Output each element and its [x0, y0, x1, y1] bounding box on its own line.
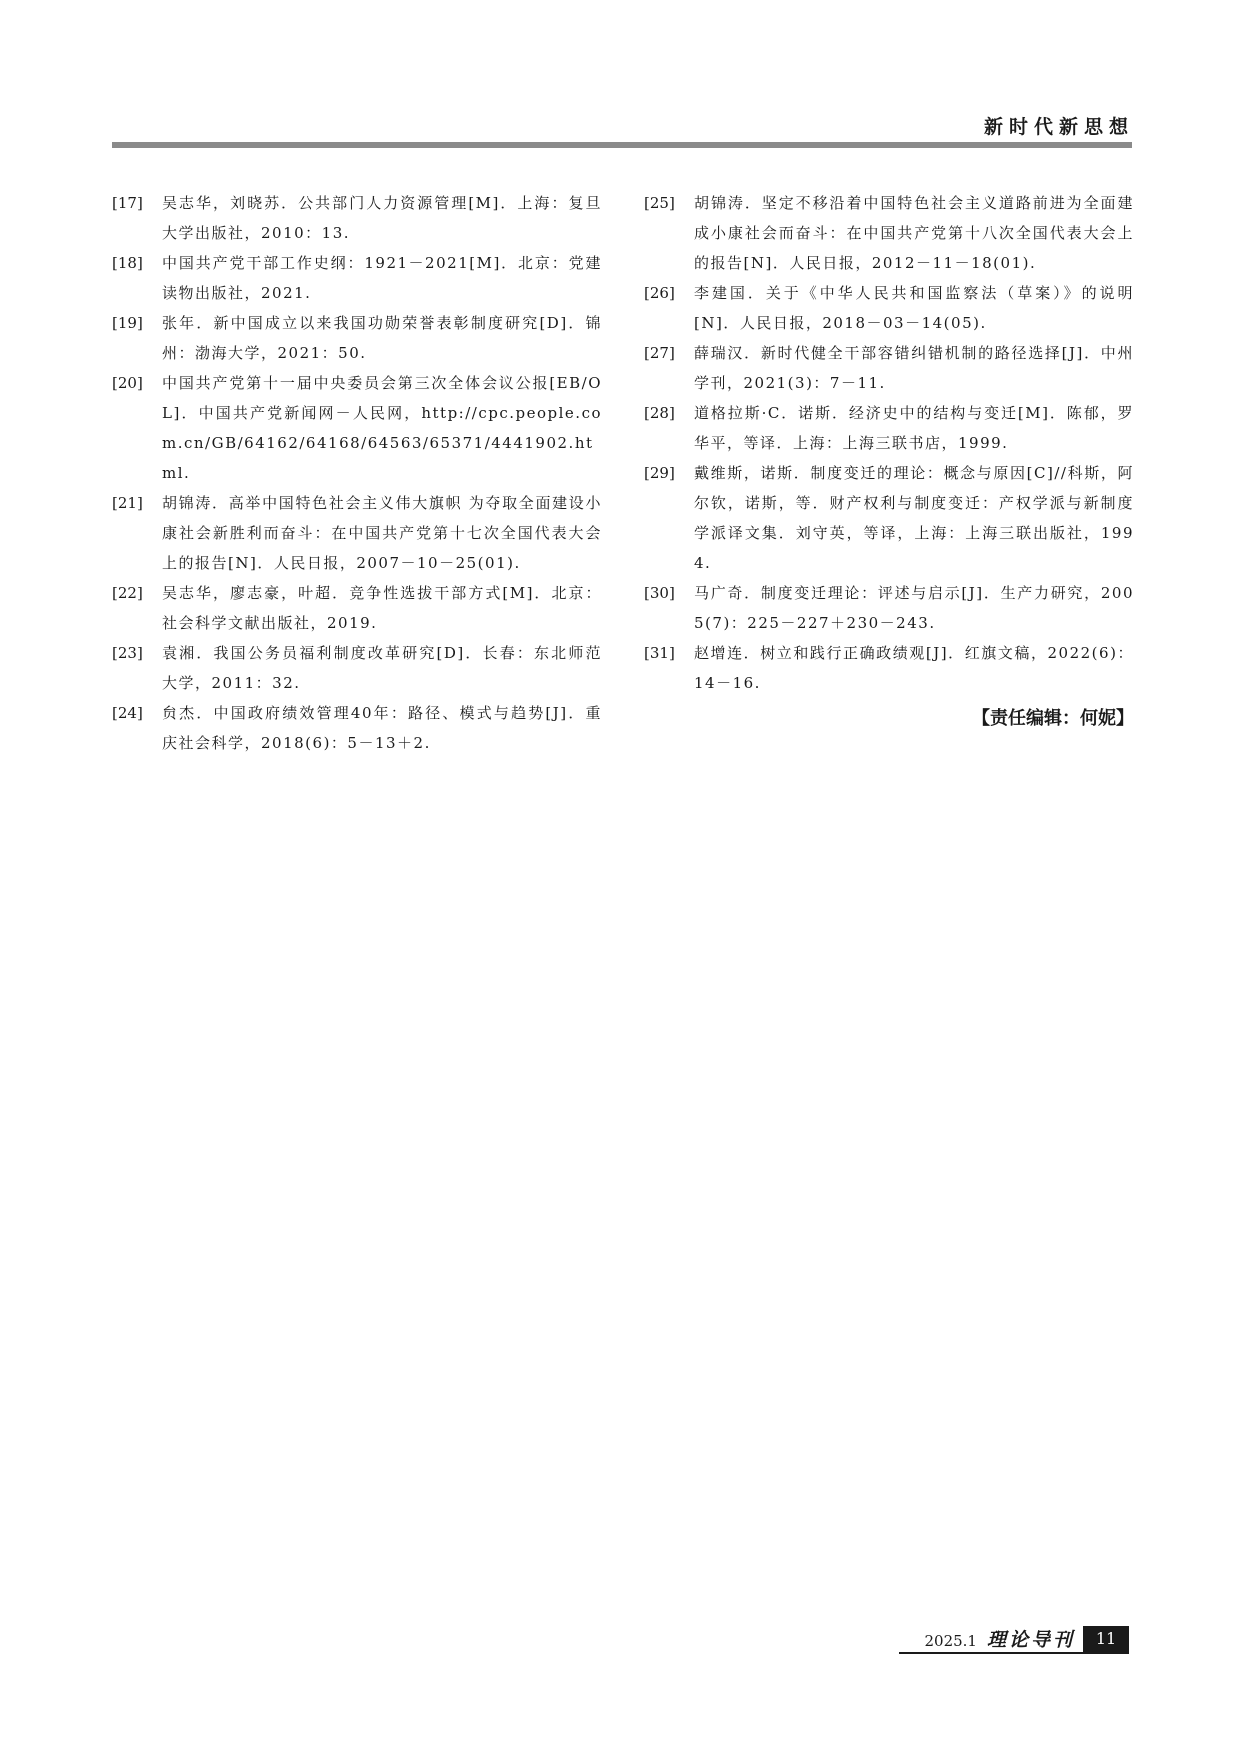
reference-text: 胡锦涛．坚定不移沿着中国特色社会主义道路前进为全面建成小康社会而奋斗：在中国共产党第十八次全国代表大会上的报告[N]．人民日报，2012－11－18(01).: [694, 194, 1134, 272]
reference-number: [28]: [644, 404, 675, 422]
reference-item: [644, 278, 1134, 338]
reference-item: [644, 578, 1134, 638]
reference-text: 中国共产党干部工作史纲：1921－2021[M]．北京：党建读物出版社，2021.: [162, 254, 602, 302]
reference-number: [18]: [112, 254, 143, 272]
reference-number: [25]: [644, 194, 675, 212]
reference-text: 道格拉斯·C．诺斯．经济史中的结构与变迁[M]．陈郁，罗华平，等译．上海：上海三联书店，1999.: [694, 404, 1134, 452]
reference-text: 马广奇．制度变迁理论：评述与启示[J]．生产力研究，2005(7)：225－227＋230－243.: [694, 584, 1134, 632]
reference-text: 胡锦涛．高举中国特色社会主义伟大旗帜 为夺取全面建设小康社会新胜利而奋斗：在中国共产党第十七次全国代表大会上的报告[N]．人民日报，2007－10－25(01).: [162, 494, 602, 572]
reference-item: [112, 248, 602, 308]
reference-number: [27]: [644, 344, 675, 362]
reference-text: 吴志华，廖志豪，叶超．竞争性选拔干部方式[M]．北京：社会科学文献出版社，2019.: [162, 584, 602, 632]
reference-item: [644, 338, 1134, 398]
reference-number: [24]: [112, 704, 143, 722]
reference-number: [20]: [112, 374, 143, 392]
reference-text: 贠杰．中国政府绩效管理40年：路径、模式与趋势[J]．重庆社会科学，2018(6)：5－13＋2.: [162, 704, 602, 752]
responsible-editor-note: 【责任编辑：何妮】: [972, 708, 1134, 729]
reference-item: [112, 188, 602, 248]
running-header-title: 新时代新思想: [983, 116, 1134, 138]
reference-text: 赵增连．树立和践行正确政绩观[J]．红旗文稿，2022(6)：14－16.: [694, 644, 1134, 692]
reference-number: [30]: [644, 584, 675, 602]
reference-item: [644, 638, 1134, 698]
reference-number: [26]: [644, 284, 675, 302]
reference-item: [112, 308, 602, 368]
reference-number: [31]: [644, 644, 675, 662]
page-number: 11: [1083, 1626, 1129, 1652]
reference-item: [112, 638, 602, 698]
reference-text: 戴维斯，诺斯．制度变迁的理论：概念与原因[C]//科斯，阿尔钦，诺斯，等．财产权利与制度变迁：产权学派与新制度学派译文集．刘守英，等译，上海：上海三联出版社，1994.: [694, 464, 1134, 572]
reference-number: [22]: [112, 584, 143, 602]
reference-text: 中国共产党第十一届中央委员会第三次全体会议公报[EB/OL]．中国共产党新闻网－人民网，http://cpc.people.com.cn/GB/64162/64168/64563/65371/4441902.html.: [162, 374, 602, 482]
footer-issue: 2025.1: [924, 1632, 977, 1650]
reference-item: [644, 398, 1134, 458]
reference-number: [29]: [644, 464, 675, 482]
reference-item: [112, 578, 602, 638]
reference-number: [21]: [112, 494, 143, 512]
reference-text: 袁湘．我国公务员福利制度改革研究[D]．长春：东北师范大学，2011：32.: [162, 644, 602, 692]
footer-journal-name: 理论导刊: [986, 1629, 1075, 1651]
reference-item: [112, 698, 602, 758]
reference-number: [17]: [112, 194, 143, 212]
references-left-column: [112, 188, 602, 758]
reference-number: [19]: [112, 314, 143, 332]
reference-item: [644, 188, 1134, 278]
reference-text: 吴志华，刘晓苏．公共部门人力资源管理[M]．上海：复旦大学出版社，2010：13.: [162, 194, 602, 242]
reference-text: 张年．新中国成立以来我国功勋荣誉表彰制度研究[D]．锦州：渤海大学，2021：50.: [162, 314, 602, 362]
reference-text: 薛瑞汉．新时代健全干部容错纠错机制的路径选择[J]．中州学刊，2021(3)：7－11.: [694, 344, 1134, 392]
reference-item: [112, 368, 602, 488]
footer-rule: [899, 1652, 1129, 1654]
reference-number: [23]: [112, 644, 143, 662]
reference-item: [112, 488, 602, 578]
references-right-column: [644, 188, 1134, 734]
reference-item: [644, 458, 1134, 578]
reference-text: 李建国．关于《中华人民共和国监察法（草案）》的说明[N]．人民日报，2018－03－14(05).: [694, 284, 1134, 332]
header-rule: [112, 142, 1132, 148]
page-footer: [924, 1625, 1129, 1652]
